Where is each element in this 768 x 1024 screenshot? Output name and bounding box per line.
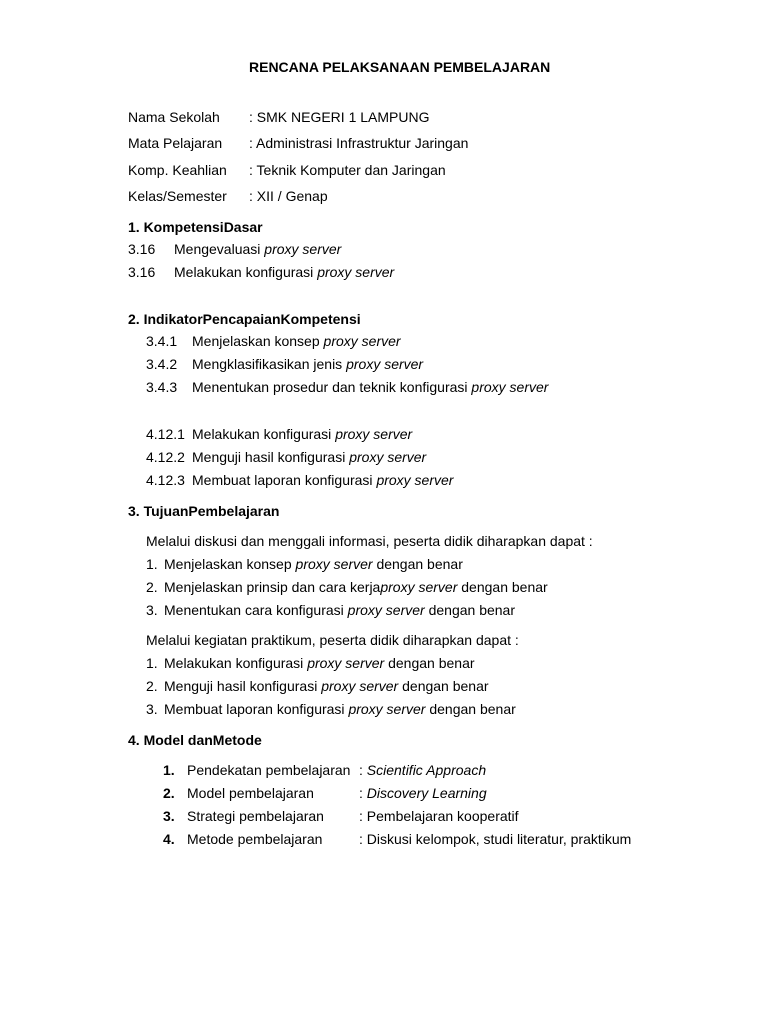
identity-label: Komp. Keahlian [128, 162, 227, 178]
indikator-number: 3.4.2 [146, 356, 178, 372]
indikator-text: Menguji hasil konfigurasi proxy server [192, 449, 427, 465]
model-label: Pendekatan pembelajaran [187, 762, 351, 778]
indikator-number: 3.4.3 [146, 379, 178, 395]
kd-number: 3.16 [128, 264, 156, 280]
identity-label: Kelas/Semester [128, 188, 227, 204]
tujuan-text: Menguji hasil konfigurasi proxy server dengan benar [164, 678, 489, 694]
identity-value: : Administrasi Infrastruktur Jaringan [249, 135, 469, 151]
model-number: 2. [163, 785, 175, 801]
section-heading-model-metode: 4. Model danMetode [128, 732, 262, 748]
identity-label: Mata Pelajaran [128, 135, 223, 151]
section-heading-tujuan: 3. TujuanPembelajaran [128, 503, 280, 519]
tujuan-text: Membuat laporan konfigurasi proxy server dengan benar [164, 701, 516, 717]
indikator-number: 4.12.1 [146, 426, 185, 442]
kd-number: 3.16 [128, 241, 156, 257]
tujuan-text: Menjelaskan konsep proxy server dengan benar [164, 556, 463, 572]
model-number: 4. [163, 831, 175, 847]
model-value: : Diskusi kelompok, studi literatur, praktikum [359, 831, 632, 847]
indikator-number: 3.4.1 [146, 333, 178, 349]
model-number: 1. [163, 762, 175, 778]
indikator-text: Menentukan prosedur dan teknik konfigurasi proxy server [192, 379, 549, 395]
tujuan-text: Menjelaskan prinsip dan cara kerjaproxy server dengan benar [164, 579, 548, 595]
tujuan-intro: Melalui kegiatan praktikum, peserta didik diharapkan dapat : [146, 632, 519, 648]
identity-value: : SMK NEGERI 1 LAMPUNG [249, 109, 430, 125]
indikator-text: Melakukan konfigurasi proxy server [192, 426, 413, 442]
section-heading-kompetensi-dasar: 1. KompetensiDasar [128, 219, 263, 235]
model-label: Metode pembelajaran [187, 831, 323, 847]
tujuan-text: Menentukan cara konfigurasi proxy server dengan benar [164, 602, 516, 618]
model-value: : Discovery Learning [359, 785, 487, 801]
identity-label: Nama Sekolah [128, 109, 220, 125]
indikator-text: Mengklasifikasikan jenis proxy server [192, 356, 424, 372]
indikator-number: 4.12.2 [146, 449, 185, 465]
kd-text: Melakukan konfigurasi proxy server [174, 264, 395, 280]
tujuan-number: 1. [146, 556, 158, 572]
model-value: : Pembelajaran kooperatif [359, 808, 519, 824]
model-value: : Scientific Approach [359, 762, 487, 778]
identity-value: : Teknik Komputer dan Jaringan [249, 162, 446, 178]
identity-value: : XII / Genap [249, 188, 328, 204]
kd-text: Mengevaluasi proxy server [174, 241, 342, 257]
tujuan-number: 2. [146, 579, 158, 595]
tujuan-number: 3. [146, 602, 158, 618]
tujuan-number: 1. [146, 655, 158, 671]
model-label: Strategi pembelajaran [187, 808, 324, 824]
model-number: 3. [163, 808, 175, 824]
tujuan-number: 2. [146, 678, 158, 694]
document-title: RENCANA PELAKSANAAN PEMBELAJARAN [249, 59, 551, 75]
section-heading-indikator: 2. IndikatorPencapaianKompetensi [128, 311, 361, 327]
model-label: Model pembelajaran [187, 785, 314, 801]
tujuan-number: 3. [146, 701, 158, 717]
indikator-text: Membuat laporan konfigurasi proxy server [192, 472, 454, 488]
indikator-text: Menjelaskan konsep proxy server [192, 333, 401, 349]
tujuan-intro: Melalui diskusi dan menggali informasi, peserta didik diharapkan dapat : [146, 533, 593, 549]
tujuan-text: Melakukan konfigurasi proxy server dengan benar [164, 655, 475, 671]
indikator-number: 4.12.3 [146, 472, 185, 488]
